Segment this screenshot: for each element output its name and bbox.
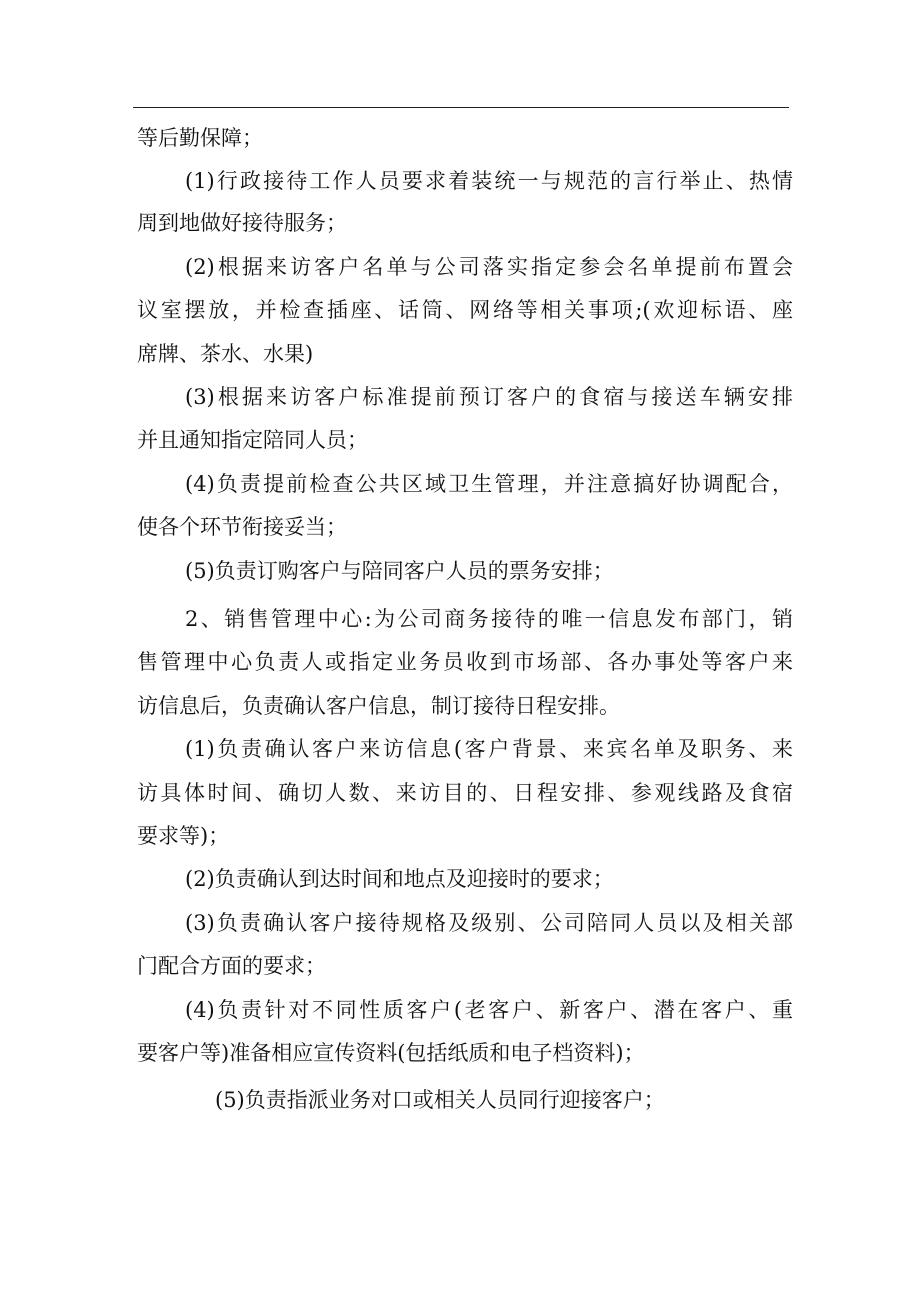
text-line: (1)行政接待工作人员要求着装统一与规范的言行举止、热情: [185, 169, 793, 193]
text-line: 周到地做好接待服务；: [137, 211, 347, 235]
text-line: (2)负责确认到达时间和地点及迎接时的要求；: [185, 867, 614, 891]
header-rule: [133, 107, 789, 108]
text-line: 门配合方面的要求；: [137, 954, 326, 978]
text-line: 访具体时间、确切人数、来访目的、日程安排、参观线路及食宿: [137, 781, 793, 805]
text-line: (3)负责确认客户接待规格及级别、公司陪同人员以及相关部: [185, 911, 793, 935]
text-line: 等后勤保障；: [137, 126, 263, 150]
text-line: 并且通知指定陪同人员；: [137, 428, 368, 452]
text-line: 要客户等)准备相应宣传资料(包括纸质和电子档资料)；: [137, 1041, 645, 1065]
text-line: 议室摆放，并检查插座、话筒、网络等相关事项;(欢迎标语、座: [137, 298, 793, 322]
text-line: (4)负责针对不同性质客户(老客户、新客户、潜在客户、重: [185, 998, 793, 1022]
text-line: (3)根据来访客户标准提前预订客户的食宿与接送车辆安排: [185, 385, 793, 409]
text-line: (5)负责指派业务对口或相关人员同行迎接客户；: [215, 1088, 665, 1112]
text-line: (1)负责确认客户来访信息(客户背景、来宾名单及职务、来: [185, 737, 793, 761]
text-line: (2)根据来访客户名单与公司落实指定参会名单提前布置会: [185, 255, 793, 279]
text-line: 要求等)；: [137, 824, 230, 848]
text-line: 售管理中心负责人或指定业务员收到市场部、各办事处等客户来: [137, 650, 793, 674]
text-line: (5)负责订购客户与陪同客户人员的票务安排；: [185, 559, 614, 583]
text-line: 访信息后，负责确认客户信息，制订接待日程安排。: [137, 694, 620, 718]
text-line: 2、销售管理中心:为公司商务接待的唯一信息发布部门，销: [185, 607, 793, 631]
text-line: (4)负责提前检查公共区域卫生管理，并注意搞好协调配合，: [185, 472, 793, 496]
text-line: 席牌、茶水、水果): [137, 342, 314, 366]
text-line: 使各个环节衔接妥当；: [137, 515, 347, 539]
